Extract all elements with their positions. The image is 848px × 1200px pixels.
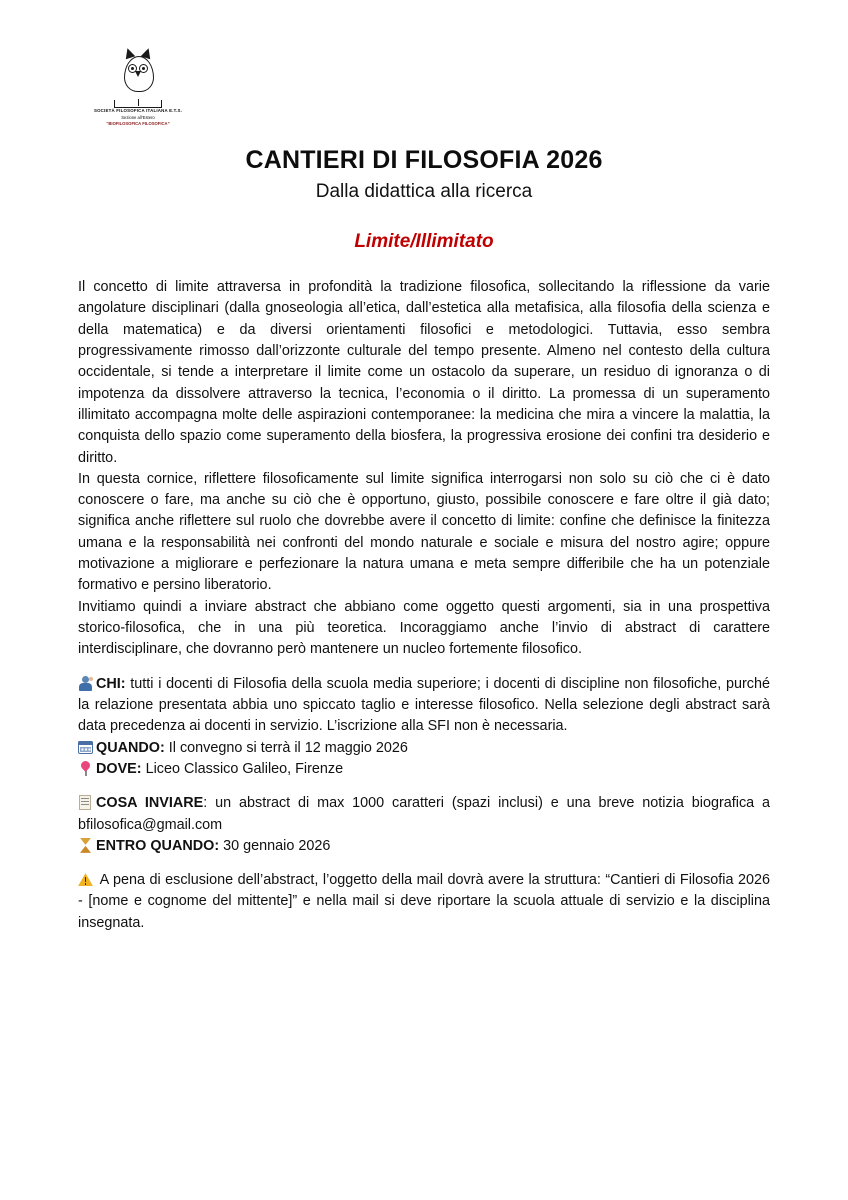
submission-cosa-text: : un abstract di max 1000 caratteri (spazi inclusi) e una breve notizia biografica a bfilosofica@gmail.com [78, 795, 770, 833]
owl-icon [121, 48, 155, 92]
detail-dove-label: DOVE: [96, 760, 142, 777]
submission-entro-label: ENTRO QUANDO: [96, 837, 220, 854]
logo-line-1: SOCIETÀ FILOSOFICA ITALIANA E.T.S. [93, 108, 183, 113]
detail-chi-label: CHI: [96, 675, 126, 692]
submission-entro-text: 30 gennaio 2026 [219, 837, 331, 854]
book-icon [114, 100, 162, 108]
owl-beak [135, 71, 141, 77]
paragraph-1: Il concetto di limite attraversa in profondità la tradizione filosofica, sollecitando la riflessione da varie angolature disciplinari (dalla gnoseologia all’etica, dall’estetica alla metafisica, alla filosofia della scienza e della matematica) e da diversi orientamenti filosofici e metodologici. Tuttavia, esso sembra progressivamente rimosso dall’orizzonte culturale del tempo presente. Almeno nel contesto della cultura occidentale, si tende a interpretare il limite come un ostacolo da superare, un residuo di ignoranza o di impotenza da dissolvere attraverso la tecnica, l’economia o il diritto. La promessa di un superamento illimitato accompagna molte delle aspirazioni contemporanee: la medicina che mira a vincere la malattia, la conquista dello spazio come superamento della biosfera, la progressiva erosione dei confini tra desiderio e diritto. [78, 279, 770, 466]
logo-line-2: Sezione all’Estero [121, 114, 155, 120]
memo-icon [78, 795, 93, 810]
paragraph-3: Invitiamo quindi a inviare abstract che abbiano come oggetto questi argomenti, sia in una prospettiva storico-filosofica, che in una più teoretica. Incoraggiamo anche l’invio di abstract di carattere interdisciplinare, che dovranno però mantenere un nucleo fortemente filosofico. [78, 598, 770, 658]
warning-icon [78, 872, 93, 887]
submission-cosa-inviare [78, 793, 770, 836]
logo-line-3: “BIOFILOSOFICA FILOSOFICA” [106, 121, 170, 127]
page-title: CANTIERI DI FILOSOFIA 2026 [245, 146, 603, 175]
submission-entro-quando [78, 836, 770, 857]
submission-cosa-label: COSA INVIARE [96, 795, 204, 812]
detail-quando-label: QUANDO: [96, 739, 165, 756]
detail-quando-text: Il convegno si terrà il 12 maggio 2026 [164, 739, 408, 756]
detail-chi [78, 674, 770, 738]
page-subtitle: Dalla didattica alla ricerca [315, 181, 533, 203]
pin-icon [78, 761, 93, 776]
hourglass-icon [78, 838, 93, 853]
calendar-icon [78, 740, 93, 755]
detail-chi-text: tutti i docenti di Filosofia della scuola media superiore; i docenti di discipline non filosofiche, purché la relazione presentata abbia uno spiccato taglio e interesse filosofico. Nella selezione degli abstract sarà data precedenza ai docenti in servizio. L’iscrizione alla SFI non è necessaria. [78, 675, 770, 735]
organization-logo [92, 46, 184, 128]
theme-heading: Limite/Illimitato [354, 231, 494, 253]
detail-quando [78, 738, 770, 759]
detail-dove [78, 759, 770, 780]
document-body [78, 277, 770, 934]
detail-dove-text: Liceo Classico Galileo, Firenze [141, 760, 344, 777]
owl-on-book-emblem [93, 46, 183, 108]
warning-note-text: A pena di esclusione dell’abstract, l’oggetto della mail dovrà avere la struttura: “Cantieri di Filosofia 2026 - [nome e cognome del mittente]” e nella mail si deve riportare la scuola attuale di servizio e la disciplina insegnata. [78, 872, 770, 931]
paragraph-2: In questa cornice, riflettere filosoficamente sul limite significa interrogarsi non solo su ciò che ci è dato conoscere o fare, ma anche su ciò che è opportuno, giusto, possibile conoscere e fare oltre il già dato; significa anche riflettere sul ruolo che dovrebbe avere il concetto di limite: confine che definisce la finitezza umana e la responsabilità nei confronti del mondo naturale e sociale e misura del nostro agire; oppure motivazione a migliorare e perfezionare la natura umana e meta sempre differibile che ha un potenziale formativo e persino liberatorio. [78, 470, 770, 594]
warning-note [78, 870, 770, 934]
teacher-icon [78, 676, 93, 691]
